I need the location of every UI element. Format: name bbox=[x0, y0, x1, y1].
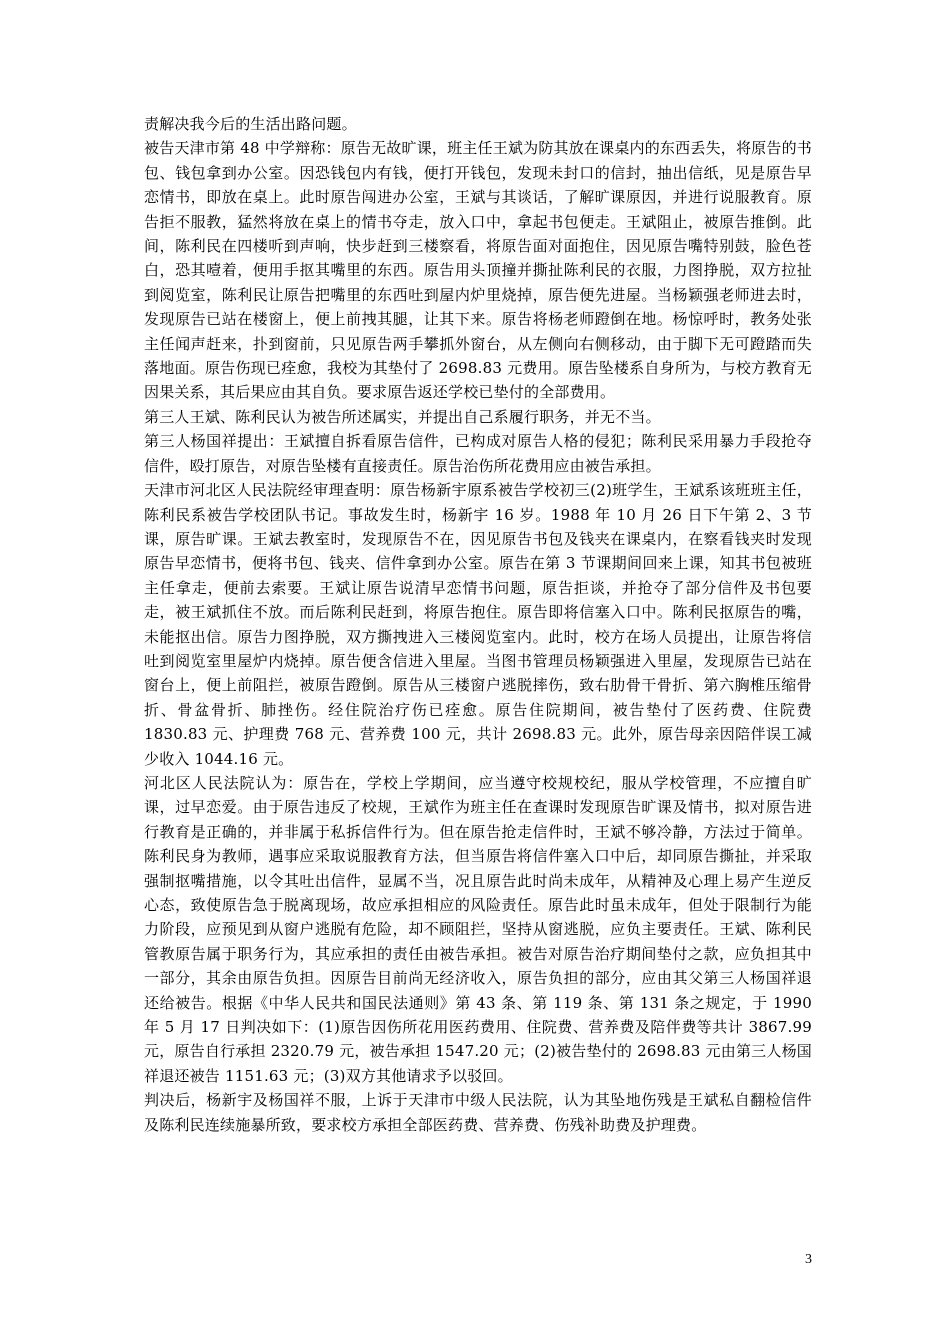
page-number: 3 bbox=[805, 1252, 812, 1267]
paragraph: 天津市河北区人民法院经审理查明：原告杨新宇原系被告学校初三(2)班学生，王斌系该班班主任，陈利民系被告学校团队书记。事故发生时，杨新宇 16 岁。1988 年 10 月 26 日下午第 2、3 节课，原告旷课。王斌去教室时，发现原告不在，因见原告书包及钱夹在课桌内，在察看钱夹时发现原告早恋情书，便将书包、钱夹、信件拿到办公室。原告在第 3 节课期间回来上课，知其书包被班主任拿走，便前去索要。王斌让原告说清早恋情书问题，原告拒谈，并抢夺了部分信件及书包要走，被王斌抓住不放。而后陈利民赶到，将原告抱住。原告即将信塞入口中。陈利民抠原告的嘴，未能抠出信。原告力图挣脱，双方撕拽进入三楼阅览室内。此时，校方在场人员提出，让原告将信吐到阅览室里屋炉内烧掉。原告便含信进入里屋。当图书管理员杨颖强进入里屋，发现原告已站在窗台上，便上前阻拦，被原告蹬倒。原告从三楼窗户逃脱摔伤，致右肋骨干骨折、第六胸椎压缩骨折、骨盆骨折、肺挫伤。经住院治疗伤已痊愈。原告住院期间，被告垫付了医药费、住院费 1830.83 元、护理费 768 元、营养费 100 元，共计 2698.83 元。此外，原告母亲因陪伴误工减少收入 1044.16 元。 bbox=[144, 481, 812, 768]
paragraph: 河北区人民法院认为：原告在，学校上学期间，应当遵守校规校纪，服从学校管理，不应擅自旷课，过早恋爱。由于原告违反了校规，王斌作为班主任在查课时发现原告旷课及情书，拟对原告进行教育是正确的，并非属于私拆信件行为。但在原告抢走信件时，王斌不够冷静，方法过于简单。陈利民身为教师，遇事应采取说服教育方法，但当原告将信件塞入口中后，却同原告撕扯，并采取强制抠嘴措施，以令其吐出信件，显属不当，况且原告此时尚未成年，从精神及心理上易产生逆反心态，致使原告急于脱离现场，故应承担相应的风险责任。原告此时虽未成年，但处于限制行为能力阶段，应预见到从窗户逃脱有危险，却不顾阻拦，坚持从窗逃脱，应负主要责任。王斌、陈利民管教原告属于职务行为，其应承担的责任由被告承担。被告对原告治疗期间垫付之款，应负担其中一部分，其余由原告负担。因原告目前尚无经济收入，原告负担的部分，应由其父第三人杨国祥退还给被告。根据《中华人民共和国民法通则》第 43 条、第 119 条、第 131 条之规定，于 1990 年 5 月 17 日判决如下：(1)原告因伤所花用医药费用、住院费、营养费及陪伴费等共计 3867.99 元，原告自行承担 2320.79 元，被告承担 1547.20 元；(2)被告垫付的 2698.83 元由第三人杨国祥退还被告 1151.63 元；(3)双方其他请求予以驳回。 bbox=[144, 773, 812, 1085]
paragraph: 第三人杨国祥提出：王斌擅自拆看原告信件，已构成对原告人格的侵犯；陈利民采用暴力手段抢夺信件，殴打原告，对原告坠楼有直接责任。原告治伤所花费用应由被告承担。 bbox=[144, 432, 812, 475]
paragraph: 被告天津市第 48 中学辩称：原告无故旷课，班主任王斌为防其放在课桌内的东西丢失，将原告的书包、钱包拿到办公室。因恐钱包内有钱，便打开钱包，发现未封口的信封，抽出信纸，见是原告早恋情书，即放在桌上。此时原告闯进办公室，王斌与其谈话，了解旷课原因，并进行说服教育。原告拒不服教，猛然将放在桌上的情书夺走，放入口中，拿起书包便走。王斌阻止，被原告推倒。此间，陈利民在四楼听到声响，快步赶到三楼察看，将原告面对面抱住，因见原告嘴特别鼓，脸色苍白，恐其噎着，便用手抠其嘴里的东西。原告用头顶撞并撕扯陈利民的衣服，力图挣脱，双方拉扯到阅览室，陈利民让原告把嘴里的东西吐到屋内炉里烧掉，原告便先进屋。当杨颖强老师进去时，发现原告已站在楼窗上，便上前拽其腿，让其下来。原告将杨老师蹬倒在地。杨惊呼时，教务处张主任闻声赶来，扑到窗前，只见原告两手攀抓外窗台，从左侧向右侧移动，由于脚下无可蹬踏而失落地面。原告伤现已痊愈，我校为其垫付了 2698.83 元费用。原告坠楼系自身所为，与校方教育无因果关系，其后果应由其自负。要求原告返还学校已垫付的全部费用。 bbox=[144, 139, 812, 402]
paragraph: 第三人王斌、陈利民认为被告所述属实，并提出自己系履行职务，并无不当。 bbox=[144, 407, 661, 426]
document-body bbox=[144, 112, 812, 1137]
paragraph: 判决后，杨新宇及杨国祥不服，上诉于天津市中级人民法院，认为其坠地伤残是王斌私自翻检信件及陈利民连续施暴所致，要求校方承担全部医药费、营养费、伤残补助费及护理费。 bbox=[144, 1091, 812, 1134]
paragraph: 责解决我今后的生活出路问题。 bbox=[144, 115, 357, 133]
